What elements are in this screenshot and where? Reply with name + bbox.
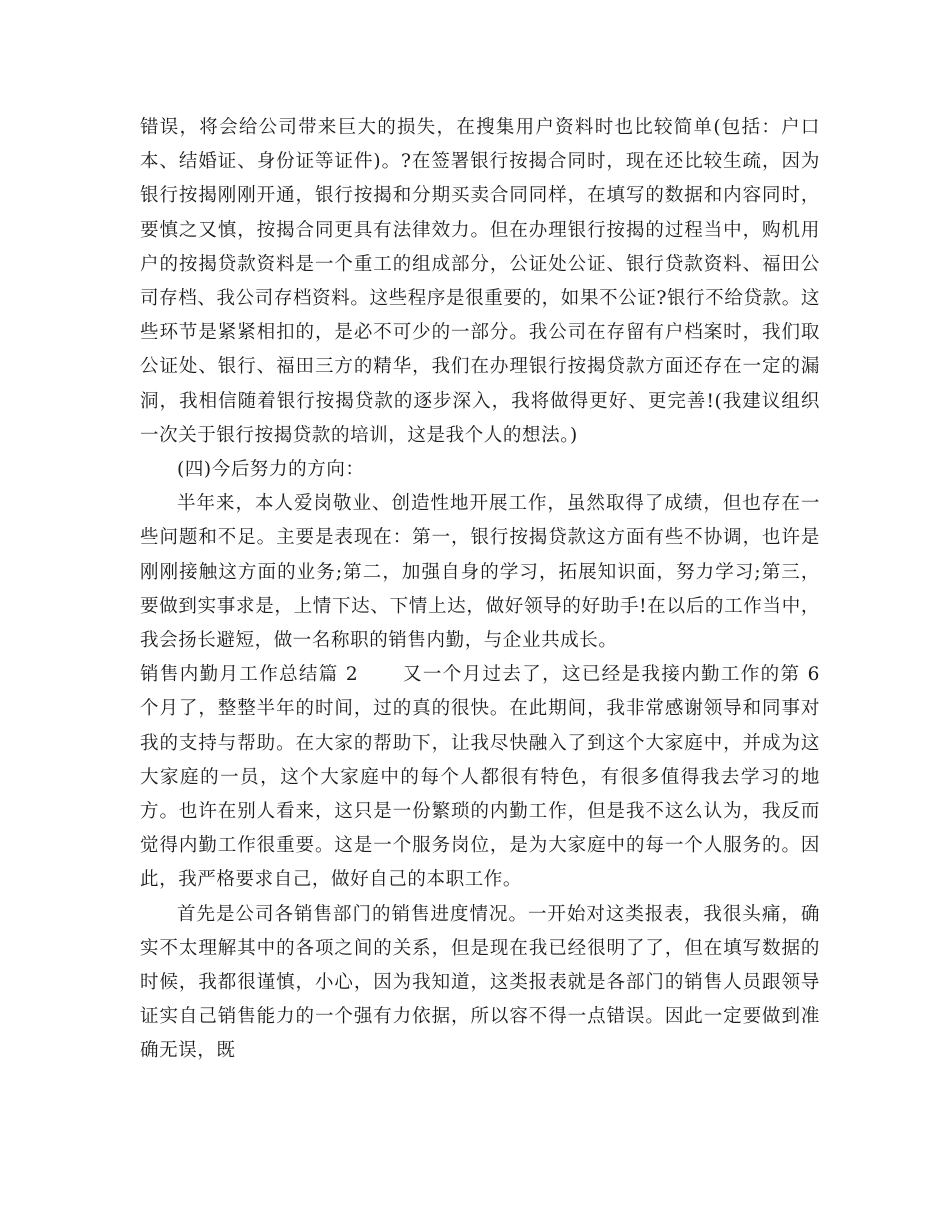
paragraph-loan-procedures: 错误，将会给公司带来巨大的损失，在搜集用户资料时也比较简单(包括：户口本、结婚证、身份证等证件)。?在签署银行按揭合同时，现在还比较生疏，因为银行按揭刚刚开通，银行按揭和分期买卖合同同样，在填写的数据和内容同时，要慎之又慎，按揭合同更具有法律效力。但在办理银行按揭的过程当中，购机用户的按揭贷款资料是一个重工的组成部分，公证处公证、银行贷款资料、福田公司存档、我公司存档资料。这些程序是很重要的，如果不公证?银行不给贷款。这些环节是紧紧相扣的，是必不可少的一部分。我公司在存留有户档案时，我们取公证处、银行、福田三方的精华，我们在办理银行按揭贷款方面还存在一定的漏洞，我相信随着银行按揭贷款的逐步深入，我将做得更好、更完善!(我建议组织一次关于银行按揭贷款的培训，这是我个人的想法。) — [140, 117, 820, 446]
section-title: 销售内勤月工作总结篇 2 — [140, 664, 359, 686]
section-lead-text: 又一个月过去了，这已经是我接内勤工作的第 6 个月了，整整半年的时间，过的真的很快。在此期间，我非常感谢领导和同事对我的支持与帮助。在大家的帮助下，让我尽快融入了到这个大家庭中，并成为这大家庭的一员，这个大家庭中的每个人都很有特色，有很多值得我去学习的地方。也许在别人看来，这只是一份繁琐的内勤工作，但是我不这么认为，我反而觉得内勤工作很重要。这是一个服务岗位，是为大家庭中的每一个人服务的。因此，我严格要求自己，做好自己的本职工作。 — [140, 664, 820, 891]
paragraph-half-year-review: 半年来，本人爱岗敬业、创造性地开展工作，虽然取得了成绩，但也存在一些问题和不足。主要是表现在：第一，银行按揭贷款这方面有些不协调，也许是刚刚接触这方面的业务;第二，加强自身的学习，拓展知识面，努力学习;第三，要做到实事求是，上情下达、下情上达，做好领导的好助手!在以后的工作当中，我会扬长避短，做一名称职的销售内勤，与企业共成长。 — [140, 493, 820, 652]
section-2-paragraph — [140, 658, 820, 897]
document-body — [140, 111, 820, 1069]
paragraph-sales-progress: 首先是公司各销售部门的销售进度情况。一开始对这类报表，我很头痛，确实不太理解其中的各项之间的关系，但是现在我已经很明了了，但在填写数据的时候，我都很谨慎，小心，因为我知道，这类报表就是各部门的销售人员跟领导证实自己销售能力的一个强有力依据，所以容不得一点错误。因此一定要做到准确无误，既 — [140, 903, 820, 1062]
paragraph-future-direction-heading: (四)今后努力的方向： — [177, 459, 365, 481]
